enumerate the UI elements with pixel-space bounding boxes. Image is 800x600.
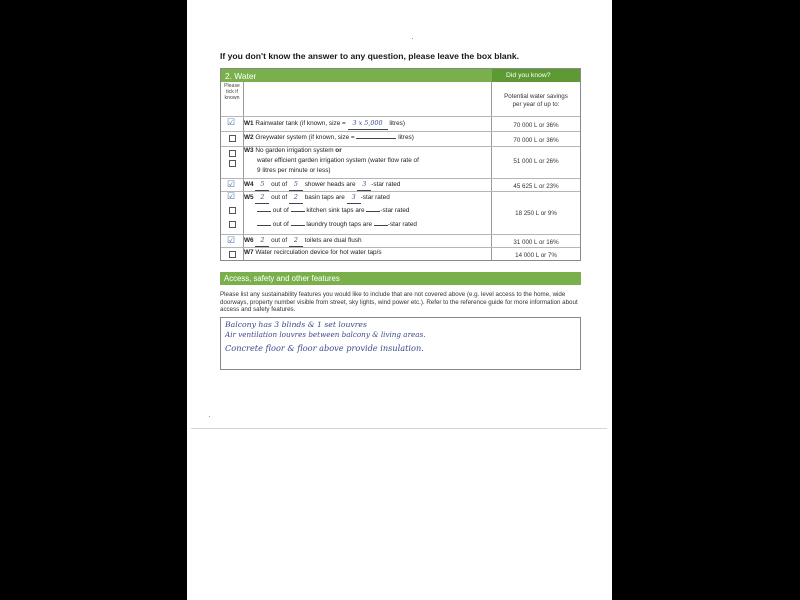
row-w5-kitchen: out of kitchen sink taps are -star rated [244, 206, 505, 217]
did-you-know-label: Did you know? [506, 72, 551, 79]
saving-w1: 70 000 L or 36% [513, 122, 559, 129]
saving-w3: 51 000 L or 26% [513, 158, 559, 165]
access-description: Please list any sustainability features you would like to include that are not covered above (e.g. level access to the home, wide doorways, property number visible from street, sky lights, wind power etc.). Refer to the reference guide for more information about access and safety features. [220, 291, 578, 314]
checkbox-w7[interactable] [229, 251, 236, 258]
checkbox-w3a[interactable] [229, 150, 236, 157]
access-features-box[interactable] [220, 317, 581, 370]
access-section-title: Access, safety and other features [224, 274, 340, 283]
checkbox-w5c[interactable] [229, 221, 236, 228]
savings-column-header: Potential water savings per year of up to: [504, 93, 568, 108]
row-w7: W7 Water recirculation device for hot water tap/s [244, 249, 382, 256]
saving-w2: 70 000 L or 36% [513, 137, 559, 144]
row-w5-basin: W5 2 out of 2 basin taps are 3 -star rated [244, 192, 492, 204]
handwritten-line: Air ventilation louvres between balcony & living areas. [225, 330, 426, 339]
checkbox-w4[interactable]: ☑ [227, 179, 236, 189]
checkbox-w3b[interactable] [229, 160, 236, 167]
instruction-text: If you don't know the answer to any question, please leave the box blank. [220, 51, 520, 61]
page-fold-line [191, 428, 607, 429]
row-w5-laundry: out of laundry trough taps are -star rated [244, 220, 505, 231]
water-section-table [220, 68, 581, 261]
row-w1: W1 Rainwater tank (if known, size = 3 x 5,000 litres) [244, 118, 492, 130]
access-section-header [220, 272, 581, 285]
saving-w4: 45 625 L or 23% [513, 183, 559, 190]
handwritten-line: Concrete floor & floor above provide insulation. [225, 343, 424, 353]
handwritten-line: Balcony has 3 blinds & 1 set louvres [225, 320, 367, 329]
water-section-header [221, 69, 580, 82]
scan-speck [209, 416, 210, 417]
checkbox-w1[interactable]: ☑ [227, 117, 236, 127]
w2-size-field[interactable] [356, 138, 396, 139]
scan-speck [412, 38, 413, 39]
saving-w5: 18 250 L or 9% [515, 210, 557, 217]
saving-w6: 31 000 L or 16% [513, 239, 559, 246]
saving-w7: 14 000 L or 7% [515, 252, 557, 259]
w1-size-field[interactable]: 3 x 5,000 [348, 118, 388, 130]
scanned-page [187, 0, 612, 600]
tick-column-header: Please tick if known [224, 83, 240, 101]
water-section-title: 2. Water [225, 71, 257, 81]
row-w4: W4 5 out of 5 shower heads are 3 -star rated [244, 179, 492, 191]
checkbox-w5a[interactable]: ☑ [227, 191, 236, 201]
row-divider [221, 116, 580, 117]
checkbox-w2[interactable] [229, 135, 236, 142]
checkbox-w5b[interactable] [229, 207, 236, 214]
row-w2: W2 Greywater system (if known, size = litres) [244, 134, 414, 141]
did-you-know-header [492, 69, 580, 82]
checkbox-w6[interactable]: ☑ [227, 235, 236, 245]
row-divider [221, 131, 580, 132]
row-w6: W6 2 out of 2 toilets are dual flush [244, 235, 492, 247]
row-w3: W3 No garden irrigation system or water efficient garden irrigation system (water flow rate of 9 litres per minute or less) [244, 147, 419, 174]
